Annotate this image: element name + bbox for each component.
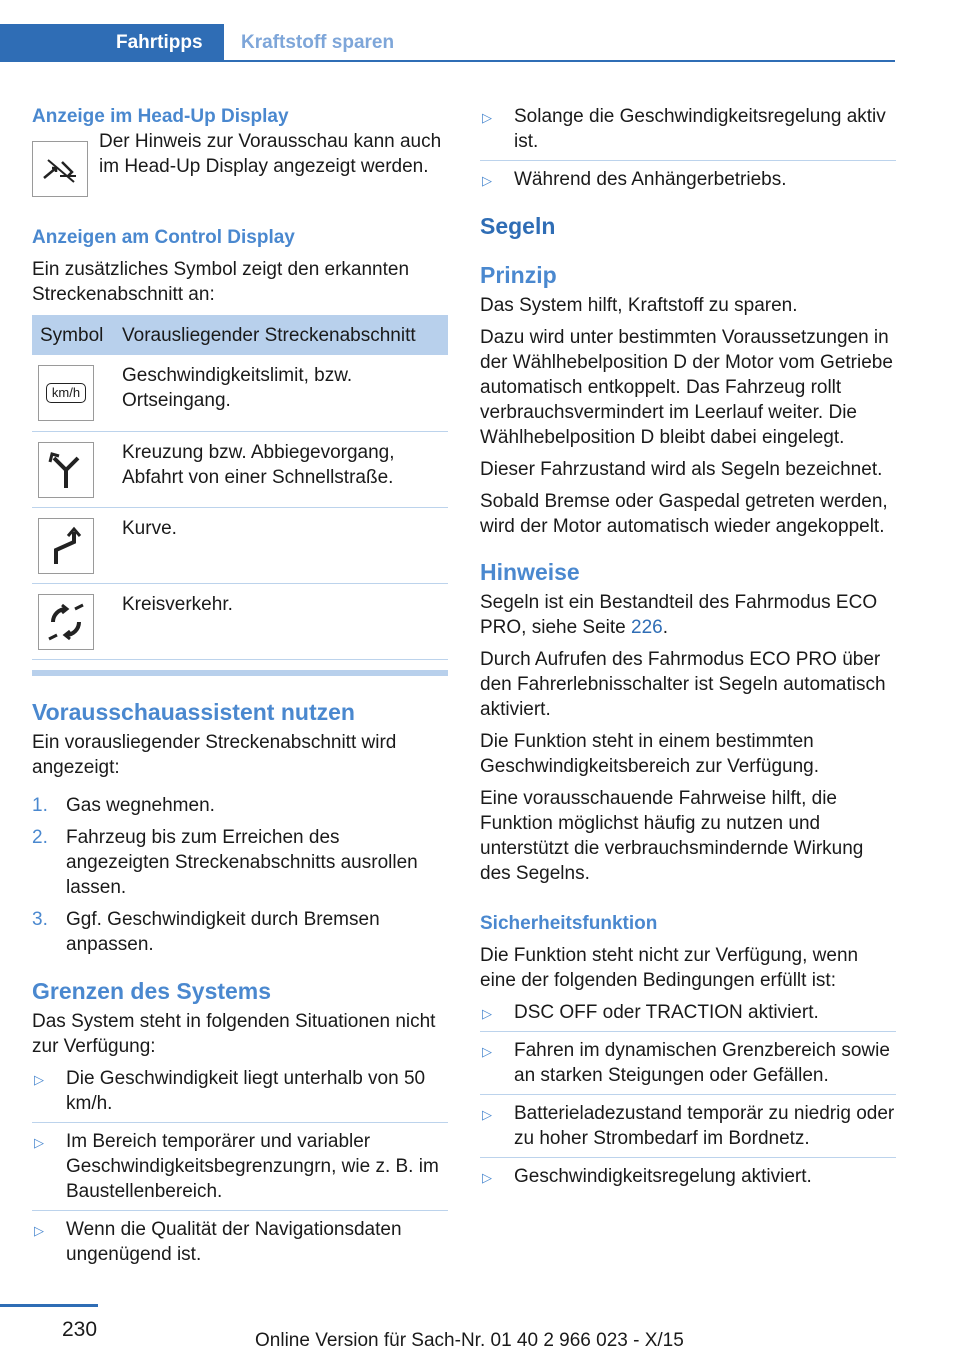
step-text: Fahrzeug bis zum Erreichen des angezeigten Streckenabschnitts ausrollen lassen. <box>66 826 418 898</box>
triangle-bullet-icon: ▷ <box>482 110 492 125</box>
tab-kraftstoff-sparen[interactable]: Kraftstoff sparen <box>241 32 395 53</box>
description-cell: Geschwindigkeitslimit, bzw. Ortseingang. <box>114 355 448 431</box>
symbol-cell <box>32 583 114 659</box>
list-item <box>32 907 448 957</box>
step-number: 2. <box>32 826 48 848</box>
speed-limit-icon <box>38 365 94 421</box>
use-heading: Vorausschauassistent nutzen <box>32 698 355 725</box>
list-item <box>32 793 448 818</box>
prinzip-heading: Prinzip <box>480 262 557 288</box>
triangle-bullet-icon: ▷ <box>482 1107 492 1122</box>
triangle-bullet-icon: ▷ <box>34 1071 44 1087</box>
list-item <box>480 1164 896 1189</box>
divider <box>480 160 896 161</box>
divider <box>32 1122 448 1123</box>
triangle-bullet-icon: ▷ <box>482 1170 492 1185</box>
limit-text: Im Bereich temporärer und variabler Geschwindigkeitsbegrenzungrn, wie z. B. im Baustellenbereich. <box>66 1130 439 1202</box>
limit-text: Solange die Geschwindigkeitsregelung aktiv ist. <box>514 106 886 152</box>
hinweise-p4: Eine vorausschauende Fahrweise hilft, die Funktion möglichst häufig zu nutzen und unterstützt die verbrauchsmindernde Wirkung des Segelns. <box>480 788 864 884</box>
hinweise-p1-end: . <box>662 617 669 638</box>
step-number: 1. <box>32 794 48 816</box>
triangle-bullet-icon: ▷ <box>482 1006 492 1021</box>
safety-list <box>480 1000 896 1189</box>
steps-list <box>32 793 448 957</box>
table-row <box>32 507 448 583</box>
hud-note <box>32 131 448 197</box>
prinzip-p2: Dazu wird unter bestimmten Voraussetzungen in der Wählhebelposition D der Motor vom Getriebe automatisch entkoppelt. Das Fahrzeug rollt verbrauchsvermindert im Leerlauf weiter. Die Wählhebelposition D bleibt dabei eingelegt. <box>480 327 893 448</box>
triangle-bullet-icon: ▷ <box>34 1134 44 1150</box>
limits-list-continued <box>480 104 896 192</box>
safety-item-text: Geschwindigkeitsregelung aktiviert. <box>514 1166 812 1187</box>
description-cell: Kreisverkehr. <box>114 583 448 659</box>
safety-item-text: Batterieladezustand temporär zu niedrig oder zu hoher Strombedarf im Bordnetz. <box>514 1103 895 1149</box>
list-item <box>480 167 896 192</box>
curve-icon <box>38 518 94 574</box>
use-text: Ein vorausliegender Streckenabschnitt wird angezeigt: <box>32 731 397 778</box>
triangle-bullet-icon: ▷ <box>34 1222 44 1238</box>
description-cell: Kreuzung bzw. Abbiegevorgang, Abfahrt von einer Schnellstraße. <box>114 431 448 507</box>
hud-heading: Anzeige im Head-Up Display <box>32 106 289 127</box>
prinzip-p3: Dieser Fahrzustand wird als Segeln bezeichnet. <box>480 459 883 480</box>
hud-preview-icon <box>32 141 88 197</box>
table-row <box>32 583 448 659</box>
tab-fahrtipps[interactable]: Fahrtipps <box>0 24 224 62</box>
list-item <box>480 1038 896 1088</box>
description-cell: Kurve. <box>114 507 448 583</box>
speed-limit-label: km/h <box>46 383 86 403</box>
list-item <box>32 1129 448 1204</box>
step-number: 3. <box>32 908 48 930</box>
cd-text: Ein zusätzliches Symbol zeigt den erkannten Streckenabschnitt an: <box>32 259 410 305</box>
limits-text: Das System steht in folgenden Situationen nicht zur Verfügung: <box>32 1010 436 1057</box>
list-item <box>32 825 448 900</box>
step-text: Ggf. Geschwindigkeit durch Bremsen anpassen. <box>66 908 380 955</box>
hinweise-p3: Die Funktion steht in einem bestimmten Geschwindigkeitsbereich zur Verfügung. <box>480 731 820 777</box>
segeln-heading: Segeln <box>480 213 556 239</box>
hinweise-p1-text: Segeln ist ein Bestandteil des Fahrmodus ECO PRO, siehe Seite <box>480 592 878 638</box>
online-version-note: Online Version für Sach-Nr. 01 40 2 966 023 - X/15 <box>255 1330 684 1351</box>
limits-list <box>32 1066 448 1267</box>
symbol-cell <box>32 507 114 583</box>
col-header-description: Vorausliegender Streckenabschnitt <box>114 315 448 355</box>
step-text: Gas wegnehmen. <box>66 794 215 816</box>
prinzip-p4: Sobald Bremse oder Gaspedal getreten werden, wird der Motor automatisch wieder angekoppelt. <box>480 491 888 537</box>
limit-text: Während des Anhängerbetriebs. <box>514 169 787 190</box>
symbol-cell <box>32 431 114 507</box>
prinzip-p1: Das System hilft, Kraftstoff zu sparen. <box>480 295 798 316</box>
triangle-bullet-icon: ▷ <box>482 1044 492 1059</box>
page-link-226[interactable]: 226 <box>631 617 663 638</box>
table-end-bar <box>32 670 448 676</box>
list-item <box>32 1217 448 1267</box>
safety-text: Die Funktion steht nicht zur Verfügung, wenn eine der folgenden Bedingungen erfüllt ist: <box>480 945 859 991</box>
roundabout-icon <box>38 594 94 650</box>
limits-heading: Grenzen des Systems <box>32 977 272 1004</box>
footer-accent-line <box>0 1304 98 1307</box>
table-row <box>32 355 448 431</box>
divider <box>32 1210 448 1211</box>
hinweise-p1 <box>480 590 896 640</box>
page-number: 230 <box>62 1318 98 1341</box>
table-row <box>32 431 448 507</box>
hinweise-heading: Hinweise <box>480 559 580 585</box>
divider <box>480 1031 896 1032</box>
col-header-symbol: Symbol <box>32 315 114 355</box>
header-tabs <box>0 24 895 62</box>
table-header-row <box>32 315 448 355</box>
limit-text: Wenn die Qualität der Navigationsdaten ungenügend ist. <box>66 1218 402 1265</box>
divider <box>480 1094 896 1095</box>
cd-heading: Anzeigen am Control Display <box>32 227 295 248</box>
list-item <box>480 104 896 154</box>
right-column <box>480 104 896 1189</box>
symbol-cell <box>32 355 114 431</box>
list-item <box>480 1101 896 1151</box>
safety-item-text: DSC OFF oder TRACTION aktiviert. <box>514 1002 819 1023</box>
hud-text: Der Hinweis zur Vorausschau kann auch im Head-Up Display angezeigt werden. <box>99 131 442 177</box>
symbol-table <box>32 315 448 660</box>
safety-heading: Sicherheitsfunktion <box>480 913 658 934</box>
hinweise-p2: Durch Aufrufen des Fahrmodus ECO PRO über den Fahrerlebnisschalter ist Segeln automatisch aktiviert. <box>480 649 886 720</box>
left-column <box>32 104 448 1267</box>
triangle-bullet-icon: ▷ <box>482 173 492 188</box>
list-item <box>32 1066 448 1116</box>
safety-item-text: Fahren im dynamischen Grenzbereich sowie an starken Steigungen oder Gefällen. <box>514 1040 890 1086</box>
page-footer <box>0 1304 960 1362</box>
list-item <box>480 1000 896 1025</box>
limit-text: Die Geschwindigkeit liegt unterhalb von 50 km/h. <box>66 1067 426 1114</box>
junction-icon <box>38 442 94 498</box>
divider <box>480 1157 896 1158</box>
